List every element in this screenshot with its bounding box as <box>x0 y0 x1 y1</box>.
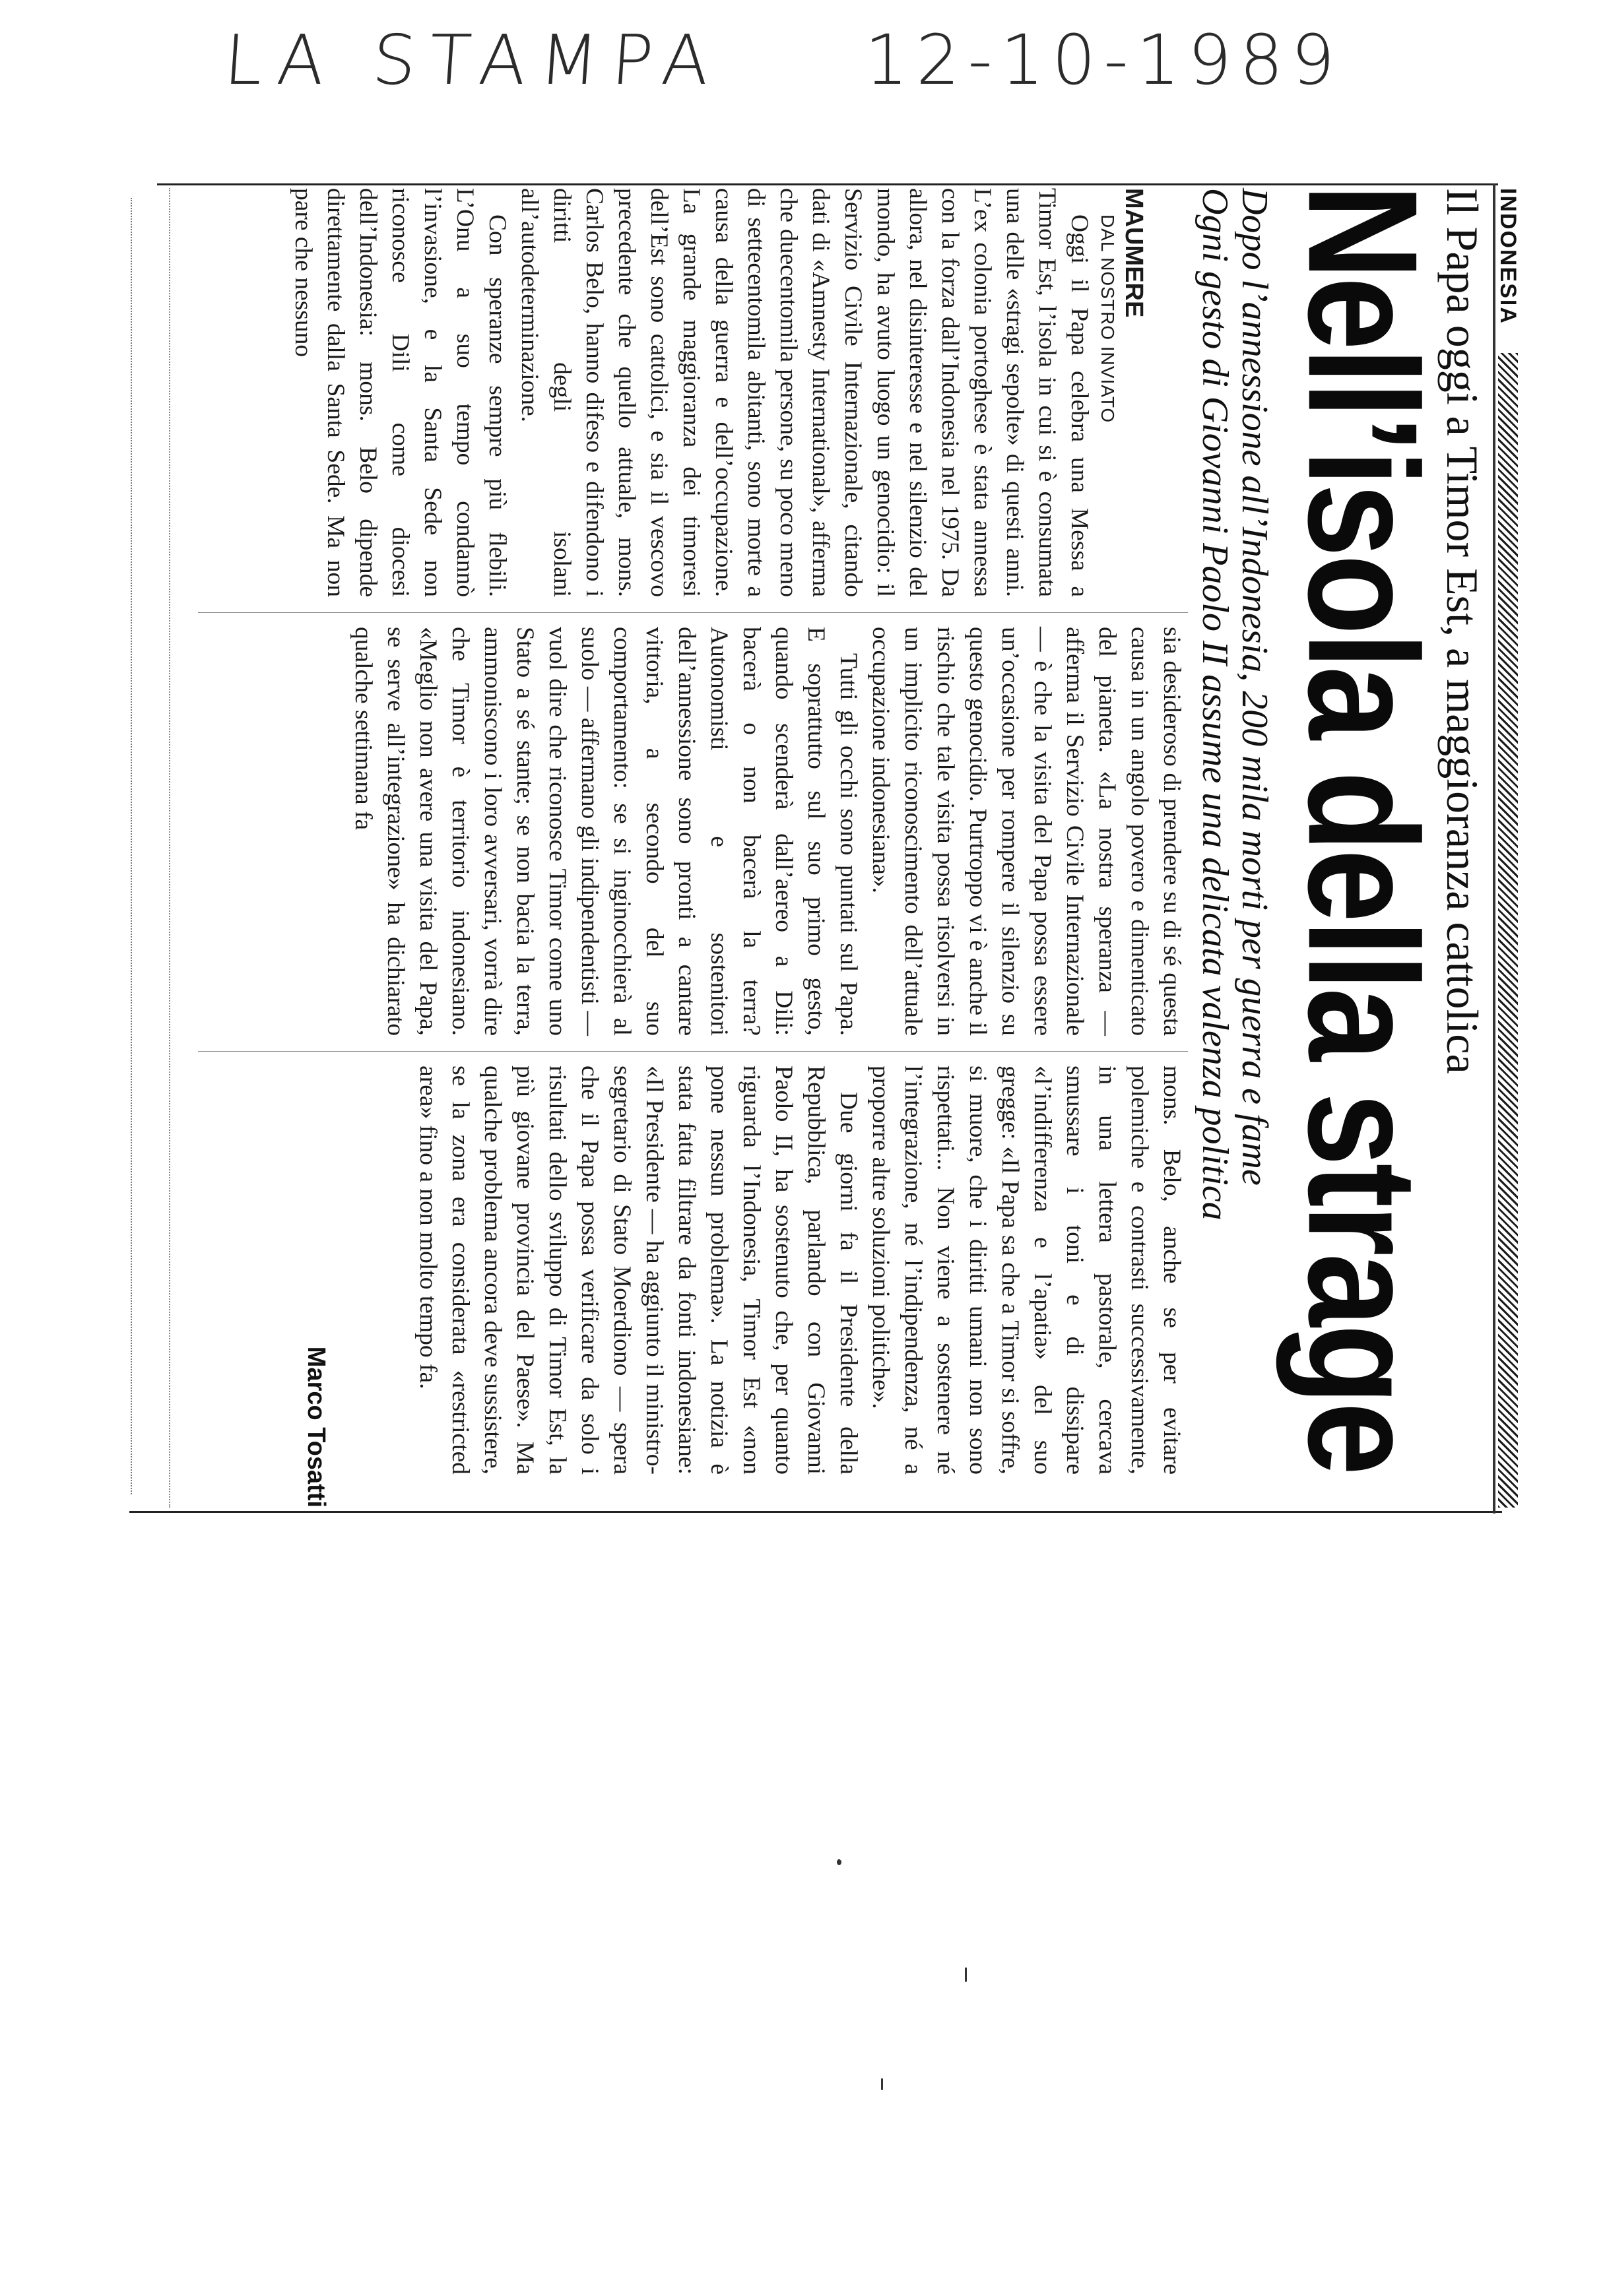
column-divider <box>198 1051 1188 1052</box>
scan-speck <box>965 1967 967 1982</box>
article-subheadline: Dopo l’annessione all’Indonesia, 200 mila morti per guerra e fame <box>1234 188 1275 1186</box>
section-hatch-bar <box>1498 353 1518 1508</box>
column-divider <box>198 612 1188 613</box>
article-kicker: Il Papa oggi a Timor Est, a maggioranza cattolica <box>1437 188 1488 1074</box>
body-paragraph: Due giorni fa il Presidente della Repubblica, parlando con Giovanni Paolo II, ha sostenuto che, per quanto riguarda l’Indonesia, Timor Est «non pone nessun problema». La notizia è stata fatta filtrare da fonti indonesiane: «Il Presidente — ha aggiunto il ministro-segretario di Stato Moerdiono — spera che il Papa possa verificare da solo i risultati dello sviluppo di Timor Est, la più giovane provincia del Paese». Ma qualche problema ancora deve sussistere, se la zona era considerata «restricted area» fino a non molto tempo fa. <box>414 1066 862 1475</box>
handwritten-source-note: LA STAMPA <box>221 20 725 100</box>
article-column-1 <box>287 188 1148 597</box>
clipping-cut-line <box>169 188 170 1508</box>
handwritten-date-note: 12-10-1989 <box>865 20 1343 100</box>
article-headline: Nell’isola della strage <box>1276 184 1450 1473</box>
newspaper-clipping <box>158 184 1521 1508</box>
section-label: INDONESIA <box>1495 188 1521 325</box>
body-paragraph: Tutti gli occhi sono puntati sul Papa. E soprattutto sul suo primo gesto, quando scenderà dall’aereo a Dili: bacerà o non bacerà la terra? Autonomisti e sostenitori dell’annessione sono pronti a cantare vittoria, a secondo del suo comportamento: se si inginocchierà al suolo — affermano gli indipendentisti — vuol dire che riconosce Timor come uno Stato a sé stante; se non bacia la terra, ammoniscono i loro avversari, vorrà dire che Timor è territorio indonesiano. «Meglio non avere una visita del Papa, se serve all’integrazione» ha dichiarato qualche settimana fa <box>350 627 862 1036</box>
dateline: MAUMERE <box>1120 188 1148 318</box>
body-paragraph: Con speranze sempre più flebili. L’Onu a suo tempo condannò l’invasione, e la Santa Sede non riconosce Dili come diocesi dell’Indonesia: mons. Belo dipende direttamente dalla Santa Sede. Ma non pare che nessuno <box>290 188 511 597</box>
article-subheadline: Ogni gesto di Giovanni Paolo II assume una delicata valenza politica <box>1195 188 1235 1221</box>
body-paragraph: Oggi il Papa celebra una Messa a Timor Est, l’isola in cui si è consumata una delle «stragi sepolte» di questi anni. L’ex colonia portoghese è stata annessa con la forza dall’Indonesia nel 1975. Da allora, nel disinteresse e nel silenzio del mondo, ha avuto luogo un genocidio: il Servizio Civile Internazionale, citando dati di «Amnesty International», afferma che duecentomila persone, su poco meno di settecentomila abitanti, sono morte a causa della guerra e dell’occupazione. La grande maggioranza dei timoresi dell’Est sono cattolici, e sia il vescovo precedente che quello attuale, mons. Carlos Belo, hanno difeso e difendono i diritti degli isolani all’autodeterminazione. <box>516 188 1093 597</box>
article-column-2 <box>347 627 1188 1036</box>
article-column-3 <box>412 1066 1188 1475</box>
body-paragraph: sia desideroso di prendere su di sé questa causa in un angolo povero e dimenticato del pianeta. «La nostra speranza — afferma il Servizio Civile Internazionale — è che la visita del Papa possa essere un’occasione per rompere il silenzio su questo genocidio. Purtroppo vi è anche il rischio che tale visita possa risolversi in un implicito riconoscimento dell’attuale occupazione indonesiana». <box>867 627 1185 1036</box>
scan-speck <box>837 1859 841 1865</box>
scan-speck <box>881 2078 883 2090</box>
clipping-left-cut-line <box>131 198 132 1494</box>
correspondent-label: DAL NOSTRO INVIATO <box>1097 214 1118 424</box>
article-byline: Marco Tosatti <box>302 1346 330 1508</box>
body-paragraph: mons. Belo, anche se per evitare polemiche e contrasti successivamente, in una lettera pastorale, cercava smussare i toni e di dissipare «l’indifferenza e l’apatia» del suo gregge: «Il Papa sa che a Timor si soffre, si muore, che i diritti umani non sono rispettati... Non viene a sostenere né l’integrazione, né l’indipendenza, né a proporre altre soluzioni politiche». <box>867 1066 1185 1475</box>
